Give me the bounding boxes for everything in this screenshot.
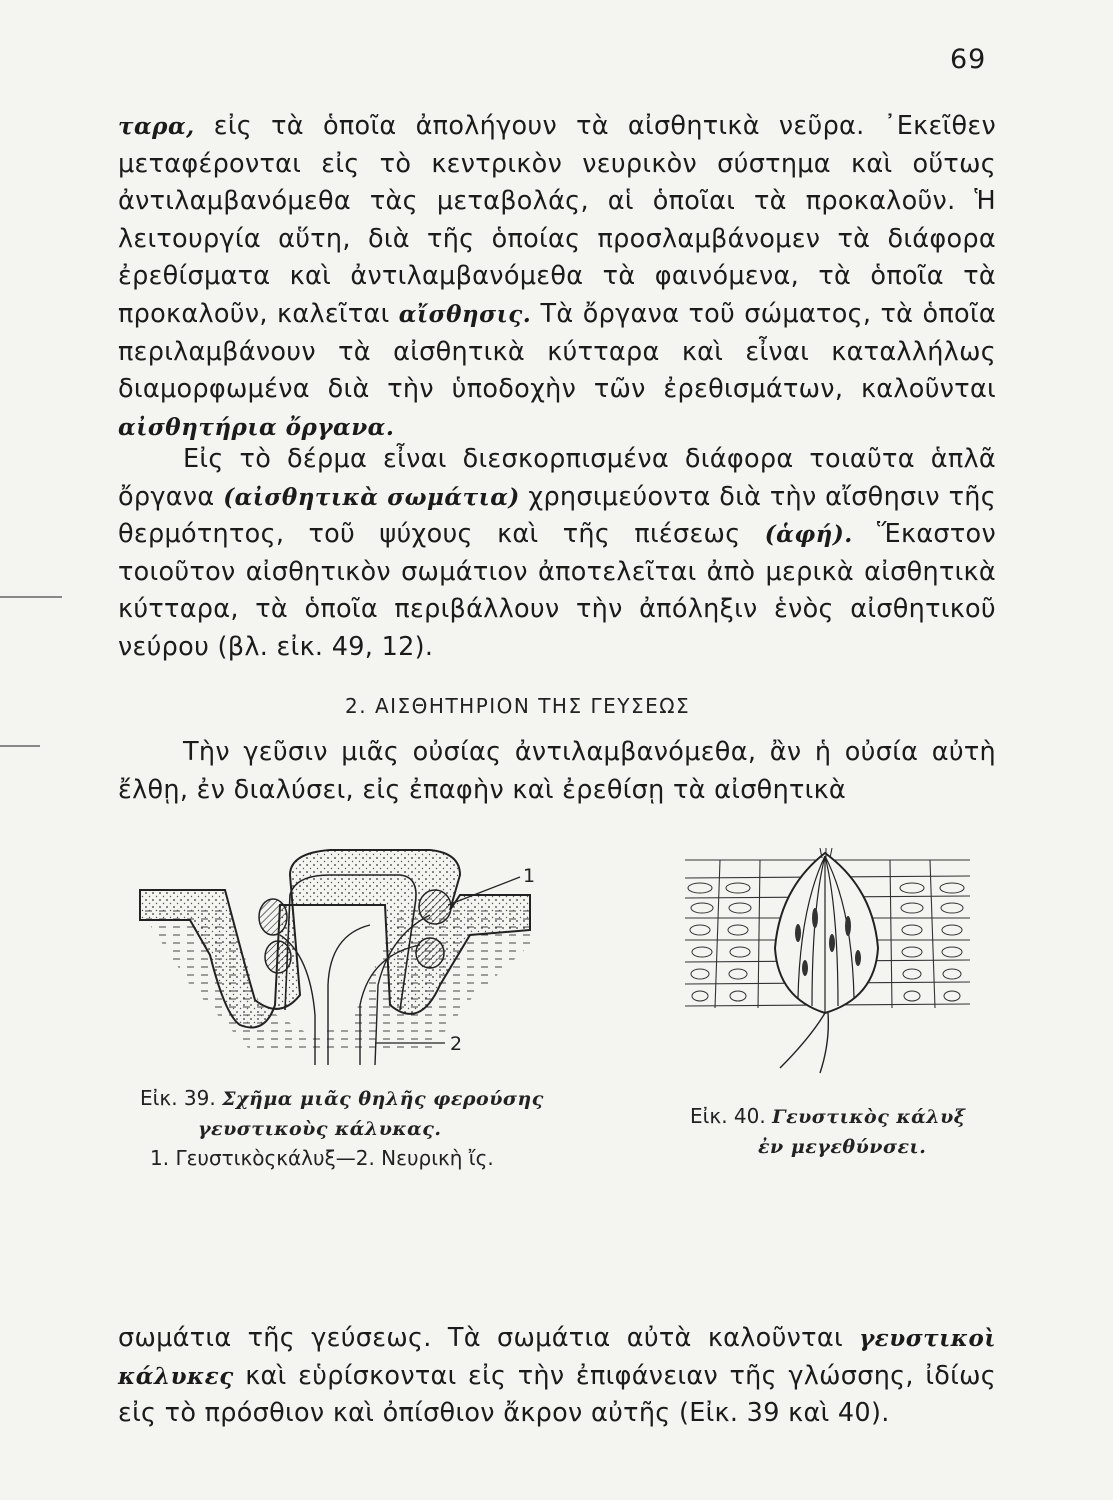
taste-bud <box>416 938 444 968</box>
label-1: 1 <box>523 865 536 887</box>
caption-title: γευστικοὺς κάλυκας. <box>198 1118 442 1140</box>
section-heading: 2. ΑΙΣΘΗΤΗΡΙΟΝ ΤΗΣ ΓΕΥΣΕΩΣ <box>345 694 691 718</box>
caption-figure-40 <box>690 1102 1000 1162</box>
caption-title: Σχῆμα μιᾶς θηλῆς φερούσης <box>222 1088 544 1110</box>
paragraph-1 <box>118 108 996 446</box>
caption-prefix: Εἰκ. 40. <box>690 1104 766 1128</box>
paragraph-3 <box>118 734 996 809</box>
papilla-illustration <box>130 835 550 1075</box>
margin-mark <box>0 596 62 598</box>
taste-bud-illustration <box>680 848 980 1078</box>
paragraph-4 <box>118 1320 996 1433</box>
text-run: Εἰς τὸ δέρμα εἶναι διεσκορπισμένα διάφορα τοιαῦτα ἁπλᾶ ὄργανα <box>118 444 996 512</box>
italic-term: ταρα, <box>118 113 195 140</box>
text-run: σωμάτια τῆς γεύσεως. Τὰ σωμάτια αὐτὰ καλοῦνται <box>118 1323 860 1353</box>
paragraph-2 <box>118 441 996 667</box>
italic-term: αἰσθητήρια ὄργανα. <box>118 413 395 441</box>
taste-bud <box>259 899 287 935</box>
caption-prefix: Εἰκ. 39. <box>140 1086 216 1110</box>
caption-title: ἐν μεγεθύνσει. <box>758 1136 927 1158</box>
margin-mark <box>0 745 40 747</box>
figure-40 <box>680 848 980 1078</box>
caption-title: Γευστικὸς κάλυξ <box>772 1106 966 1128</box>
caption-legend: 1. Γευστικὸςκάλυξ—2. Νευρικὴ ἴς. <box>150 1146 494 1170</box>
italic-term: (αἰσθητικὰ σωμάτια) <box>223 483 520 511</box>
figure-39 <box>130 835 550 1075</box>
page-number: 69 <box>950 44 987 75</box>
italic-term: γευστικοὶ κάλυκες <box>118 1325 996 1390</box>
label-2: 2 <box>450 1033 463 1055</box>
italic-term: (ἁφή). <box>764 521 853 549</box>
taste-bud <box>265 941 291 973</box>
text-run: Τὰ ὄργανα τοῦ σώματος, τὰ ὁποῖα περιλαμβάνουν τὰ αἰσθητικὰ κύτταρα καὶ εἶναι καταλλήλως διαμορφωμένα διὰ τὴν ὑποδοχὴν τῶν ἐρεθισμάτων, καλοῦνται <box>118 298 996 405</box>
text-run: Τὴν γεῦσιν μιᾶς οὐσίας ἀντιλαμβανόμεθα, ἂν ἡ οὐσία αὐτὴ ἔλθῃ, ἐν διαλύσει, εἰς ἐπαφὴν καὶ ἐρεθίσῃ τὰ αἰσθητικὰ <box>118 737 996 805</box>
text-run: καὶ εὑρίσκονται εἰς τὴν ἐπιφάνειαν τῆς γλώσσης, ἰδίως εἰς τὸ πρόσθιον καὶ ὀπίσθιον ἄκρον αὐτῆς (Εἰκ. 39 καὶ 40). <box>118 1360 996 1429</box>
text-run: εἰς τὰ ὁποῖα ἀπολήγουν τὰ αἰσθητικὰ νεῦρα. ᾿Εκεῖθεν μεταφέρονται εἰς τὸ κεντρικὸν νευρικὸν σύστημα καὶ οὕτως ἀντιλαμβανόμεθα τὰς μεταβολάς, αἱ ὁποῖαι τὰ προκαλοῦν. Ἡ λειτουργία αὕτη, διὰ τῆς ὁποίας προσλαμβάνομεν τὰ διάφορα ἐρεθίσματα καὶ ἀντιλαμβανόμεθα τὰ φαινόμενα, τὰ ὁποῖα τὰ προκαλοῦν, καλεῖται <box>118 111 996 329</box>
italic-term: αἴσθησις. <box>398 300 532 328</box>
text-run: Ἕκαστον τοιοῦτον αἰσθητικὸν σωμάτιον ἀποτελεῖται ἀπὸ μερικὰ αἰσθητικὰ κύτταρα, τὰ ὁποῖα περιβάλλουν τὴν ἀπόληξιν ἑνὸς αἰσθητικοῦ νεύρου (βλ. εἰκ. 49, 12). <box>118 519 996 662</box>
caption-figure-39 <box>140 1084 590 1173</box>
text-run: χρησιμεύοντα διὰ τὴν αἴσθησιν τῆς θερμότητος, τοῦ ψύχους καὶ τῆς πιέσεως <box>118 481 996 550</box>
